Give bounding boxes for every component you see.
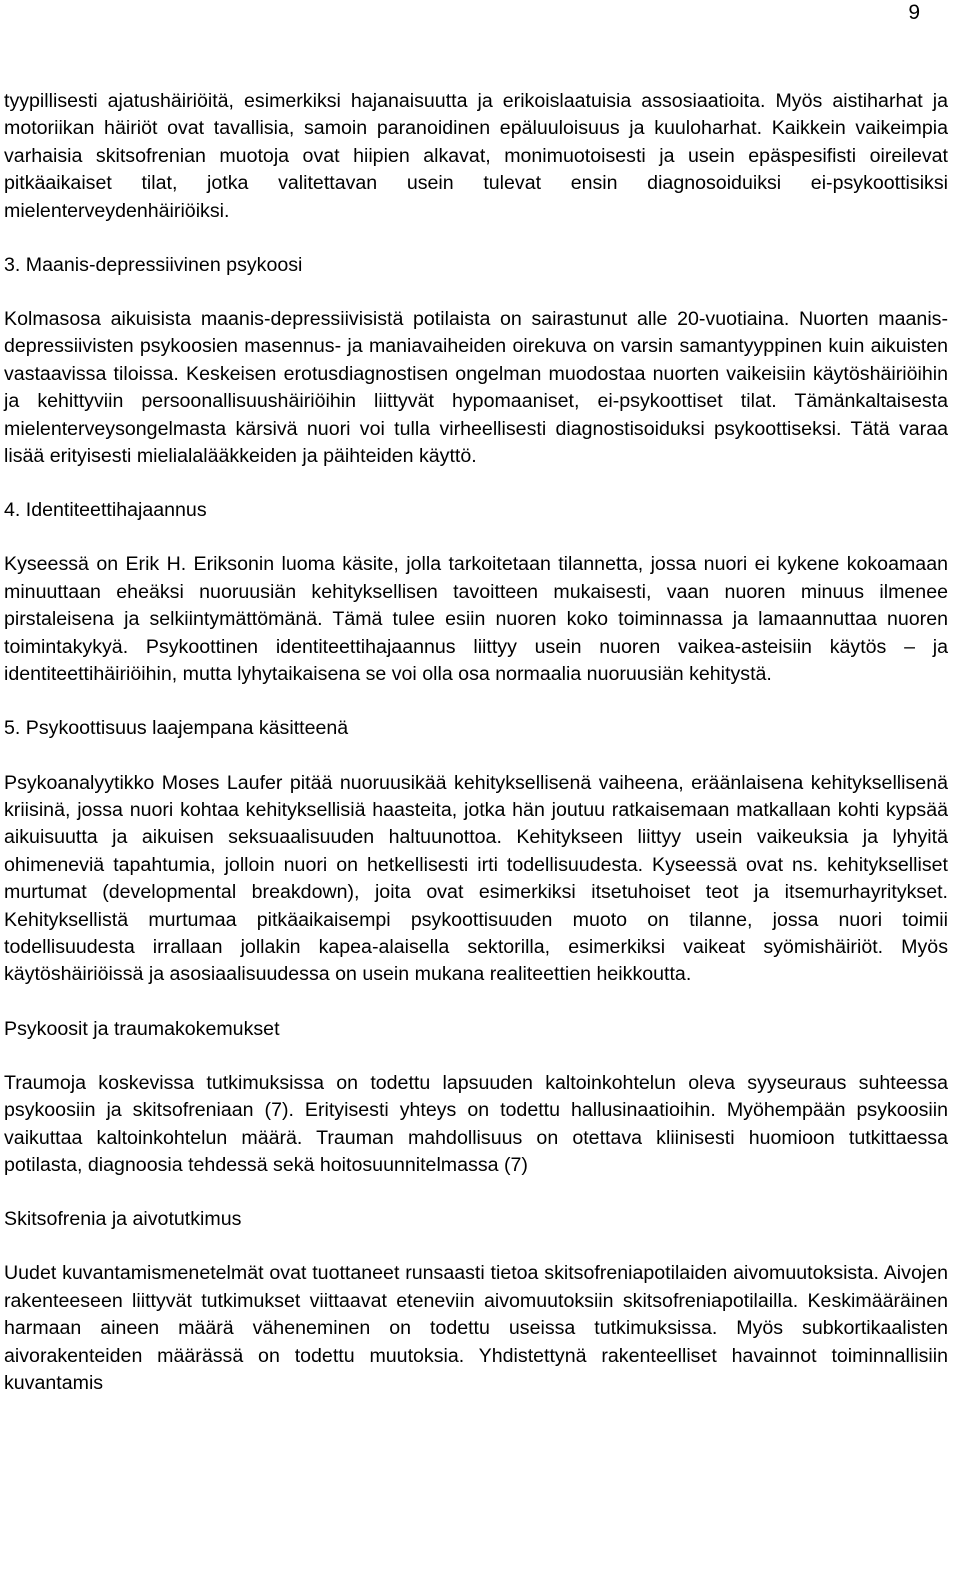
- heading-section-4: 4. Identiteettihajaannus: [4, 499, 207, 522]
- paragraph-section-4: Kyseessä on Erik H. Eriksonin luoma käsite, jolla tarkoitetaan tilannetta, jossa nuori ei kykene kokoamaan minuuttaan eheäksi nuoruusiän kehityksellisen tavoitteen mukaisesti, vaan nuoren minuus ilmenee pirstaleisena ja selkiintymättömänä. Tämä tulee esiin nuoren koko toiminnassa ja lamaannuttaa nuoren toimintakykyä. Psykoottinen identiteettihajaannus liittyy usein nuoren vaikea-asteisiin käytös – ja identiteettihäiriöihin, mutta lyhytaikaisena se voi olla osa normaalia nuoruusiän kehitystä.: [4, 553, 948, 686]
- paragraph-intro: tyypillisesti ajatushäiriöitä, esimerkiksi hajanaisuutta ja erikoislaatuisia assosiaatioita. Myös aistiharhat ja motoriikan häiriöt ovat tavallisia, samoin paranoidinen epäluuloisuus ja kuuloharhat. Kaikkein vaikeimpia varhaisia skitsofrenian muotoja ovat hiipien alkavat, monimuotoisesti ja usein epäspesifisti oireilevat pitkäaikaiset tilat, jotka valitettavan usein tulevat ensin diagnosoiduiksi ei-psykoottisiksi mielenterveydenhäiriöiksi.: [4, 90, 948, 222]
- paragraph-brain-research: Uudet kuvantamismenetelmät ovat tuottaneet runsaasti tietoa skitsofreniapotilaiden aivomuutoksista. Aivojen rakenteeseen liittyvät tutkimukset viittaavat eteneviin aivomuutoksiin skitsofreniapotilailla. Keskimääräinen harmaan aineen määrä väheneminen on todettu useissa tutkimuksissa. Myös subkortikaalisten aivorakenteiden määrässä on todettu muutoksia. Yhdistettynä rakenteelliset havainnot toiminnallisiin kuvantamis: [4, 1262, 948, 1394]
- paragraph-trauma: Traumoja koskevissa tutkimuksissa on todettu lapsuuden kaltoinkohtelun oleva syyseuraus suhteessa psykoosiin ja skitsofreniaan (7). Erityisesti yhteys on todettu hallusinaatioihin. Myöhempään psykoosiin vaikuttaa kaltoinkohtelun määrä. Trauman mahdollisuus on otettava kliinisesti huomioon tutkittaessa potilasta, diagnoosia tehdessä sekä hoitosuunnitelmassa (7): [4, 1071, 948, 1176]
- heading-brain-research: Skitsofrenia ja aivotutkimus: [4, 1208, 242, 1231]
- document-body: [0, 88, 948, 1424]
- heading-section-3: 3. Maanis-depressiivinen psykoosi: [4, 253, 303, 276]
- heading-trauma: Psykoosit ja traumakokemukset: [4, 1017, 280, 1040]
- paragraph-section-3: Kolmasosa aikuisista maanis-depressiivisistä potilaista on sairastunut alle 20-vuotiaina. Nuorten maanis-depressiivisten psykoosien masennus- ja maniavaiheiden oirekuva on varsin samantyyppinen kuin aikuisten vastaavissa tiloissa. Keskeisen erotusdiagnostisen ongelman muodostaa nuorten vaikeisiin käytöshäiriöihin ja kehittyviin persoonallisuushäiriöihin liittyvät hypomaaniset, ei-psykoottiset tilat. Tämänkaltaisesta mielenterveysongelmasta kärsivä nuori voi tulla virheellisesti diagnostisoiduksi psykoottiseksi. Tätä varaa lisää erityisesti mielialalääkkeiden ja päihteiden käyttö.: [4, 308, 948, 468]
- page-number: 9: [908, 1, 920, 24]
- paragraph-section-5: Psykoanalyytikko Moses Laufer pitää nuoruusikää kehityksellisenä vaiheena, eräänlaisena kehityksellisenä kriisinä, jossa nuori kohtaa kehityksellisiä haasteita, jotka hän joutuu ratkaisemaan matkallaan kohti kypsää aikuisuutta ja aikuisen seksuaalisuuden haltuunottoa. Kehitykseen liittyy usein vaikeuksia ja lyhyitä ohimeneviä tapahtumia, jolloin nuori on hetkellisesti irti todellisuudesta. Kyseessä ovat ns. kehitykselliset murtumat (developmental breakdown), joita ovat esimerkiksi itsetuhoiset teot ja itsemurhayritykset. Kehityksellistä murtumaa pitkäaikaisempi psykoottisuuden muoto on tilanne, jossa nuori toimii todellisuudesta irrallaan jollakin kapea-alaisella sektorilla, esimerkiksi vaikeat syömishäiriöt. Myös käytöshäiriöissä ja asosiaalisuudessa on usein mukana realiteettien heikkoutta.: [4, 771, 948, 986]
- heading-section-5: 5. Psykoottisuus laajempana käsitteenä: [4, 717, 349, 740]
